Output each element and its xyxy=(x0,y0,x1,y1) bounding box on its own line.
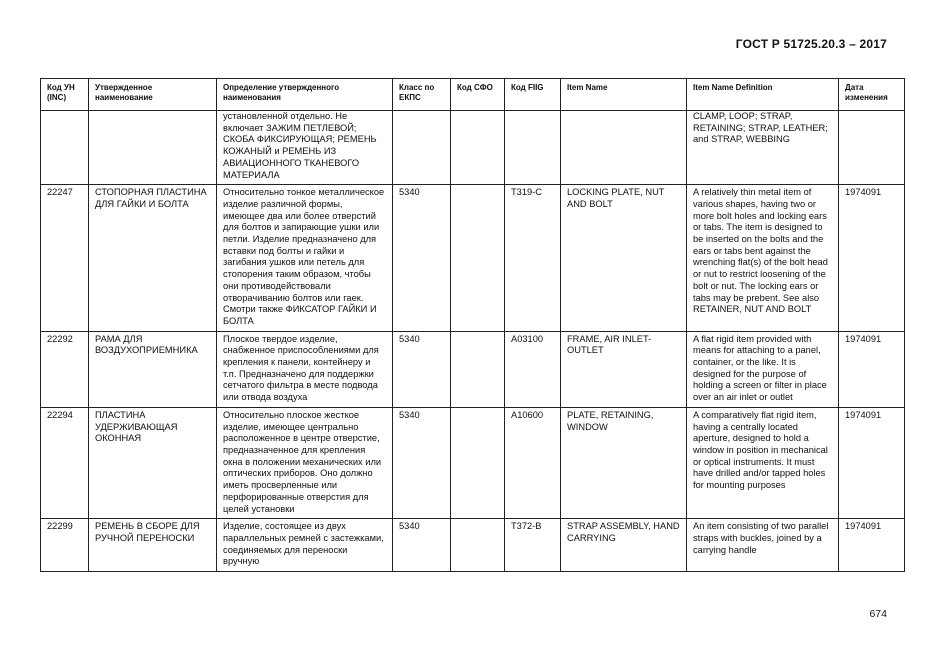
cell-fiig: A10600 xyxy=(505,407,561,518)
cell-approved-name: СТОПОРНАЯ ПЛАСТИНА ДЛЯ ГАЙКИ И БОЛТА xyxy=(89,185,217,331)
cell-item-name-definition: An item consisting of two parallel straps with buckles, joined by a carrying handle xyxy=(687,519,839,572)
cell-fiig xyxy=(505,111,561,185)
cell-inc: 22299 xyxy=(41,519,89,572)
cell-approved-name xyxy=(89,111,217,185)
cell-inc: 22292 xyxy=(41,331,89,407)
cell-item-name-definition: A flat rigid item provided with means for attaching to a panel, container, or the like. It is designed for the purpose of holding a screen or filter in place over an air inlet or outlet xyxy=(687,331,839,407)
table-row xyxy=(41,407,905,518)
cell-item-name-definition: CLAMP, LOOP; STRAP, RETAINING; STRAP, LEATHER; and STRAP, WEBBING xyxy=(687,111,839,185)
cell-class xyxy=(393,111,451,185)
cell-class: 5340 xyxy=(393,519,451,572)
column-header-approved-name: Утвержденное наименование xyxy=(89,79,217,111)
cell-item-name: LOCKING PLATE, NUT AND BOLT xyxy=(561,185,687,331)
cell-item-name-definition: A comparatively flat rigid item, having a centrally located aperture, designed to hold a window in position in mechanical or optical instruments. It must have drilled and/or tapped holes for mounting purposes xyxy=(687,407,839,518)
column-header-fiig: Код FIIG xyxy=(505,79,561,111)
cell-definition: Изделие, состоящее из двух параллельных ремней с застежками, соединяемых для переноски вручную xyxy=(217,519,393,572)
table-row xyxy=(41,331,905,407)
cell-inc: 22247 xyxy=(41,185,89,331)
cell-sfo xyxy=(451,407,505,518)
cell-approved-name: РЕМЕНЬ В СБОРЕ ДЛЯ РУЧНОЙ ПЕРЕНОСКИ xyxy=(89,519,217,572)
cell-item-name-definition: A relatively thin metal item of various shapes, having two or more bolt holes and locking ears or tabs. The item is designed to be inserted on the bolts and the ears or tabs bent against the wrenching flat(s) of the bolt head or nut to restrict loosening of the bolt or nut. The locking ears or tabs may be prebent. See also RETAINER, NUT AND BOLT xyxy=(687,185,839,331)
cell-sfo xyxy=(451,519,505,572)
column-header-change-date: Дата изменения xyxy=(839,79,905,111)
cell-change-date: 1974091 xyxy=(839,407,905,518)
column-header-class: Класс по ЕКПС xyxy=(393,79,451,111)
cell-sfo xyxy=(451,331,505,407)
cell-definition: Относительно плоское жесткое изделие, имеющее центрально расположенное в центре отверстие, предназначенное для крепления окна в положении механических или оптических приборов. Оно должно иметь просверленные или перфорированные отверстия для целей установки xyxy=(217,407,393,518)
cell-inc xyxy=(41,111,89,185)
cell-inc: 22294 xyxy=(41,407,89,518)
column-header-item-name: Item Name xyxy=(561,79,687,111)
table-row xyxy=(41,111,905,185)
table-row xyxy=(41,519,905,572)
table-row xyxy=(41,185,905,331)
cell-approved-name: ПЛАСТИНА УДЕРЖИВАЮЩАЯ ОКОННАЯ xyxy=(89,407,217,518)
cell-item-name: STRAP ASSEMBLY, HAND CARRYING xyxy=(561,519,687,572)
cell-change-date: 1974091 xyxy=(839,331,905,407)
cell-change-date: 1974091 xyxy=(839,185,905,331)
cell-definition: Относительно тонкое металлическое изделие различной формы, имеющее два или более отверстий для болтов и запирающие ушки или петли. Изделие предназначено для вставки под болты и гайки и загибания ушков или петель для стопорения таким образом, чтобы они противодействовали отворачиванию болтов или гаек. Смотри также ФИКСАТОР ГАЙКИ И БОЛТА xyxy=(217,185,393,331)
document-header-title: ГОСТ Р 51725.20.3 – 2017 xyxy=(735,37,887,51)
cell-item-name: FRAME, AIR INLET-OUTLET xyxy=(561,331,687,407)
table-header-row xyxy=(41,79,905,111)
cell-change-date xyxy=(839,111,905,185)
cell-definition: Плоское твердое изделие, снабженное приспособлениями для крепления к панели, контейнеру и т.п. Предназначено для поддержки сетчатого фильтра в месте подвода или отвода воздуха xyxy=(217,331,393,407)
cell-approved-name: РАМА ДЛЯ ВОЗДУХОПРИЕМНИКА xyxy=(89,331,217,407)
cell-class: 5340 xyxy=(393,407,451,518)
column-header-inc: Код УН (INC) xyxy=(41,79,89,111)
cell-item-name xyxy=(561,111,687,185)
cell-fiig: T319-C xyxy=(505,185,561,331)
cell-sfo xyxy=(451,111,505,185)
column-header-definition: Определение утвержденного наименования xyxy=(217,79,393,111)
cell-sfo xyxy=(451,185,505,331)
cell-definition: установленной отдельно. Не включает ЗАЖИМ ПЕТЛЕВОЙ; СКОБА ФИКСИРУЮЩАЯ; РЕМЕНЬ КОЖАНЫЙ и РЕМЕНЬ ИЗ АВИАЦИОННОГО ТКАНЕВОГО МАТЕРИАЛА xyxy=(217,111,393,185)
cell-item-name: PLATE, RETAINING, WINDOW xyxy=(561,407,687,518)
page-number: 674 xyxy=(869,608,887,620)
cell-class: 5340 xyxy=(393,185,451,331)
column-header-sfo: Код СФО xyxy=(451,79,505,111)
column-header-item-name-definition: Item Name Definition xyxy=(687,79,839,111)
cell-fiig: T372-B xyxy=(505,519,561,572)
cell-class: 5340 xyxy=(393,331,451,407)
cell-fiig: A03100 xyxy=(505,331,561,407)
nomenclature-table xyxy=(40,78,905,572)
cell-change-date: 1974091 xyxy=(839,519,905,572)
